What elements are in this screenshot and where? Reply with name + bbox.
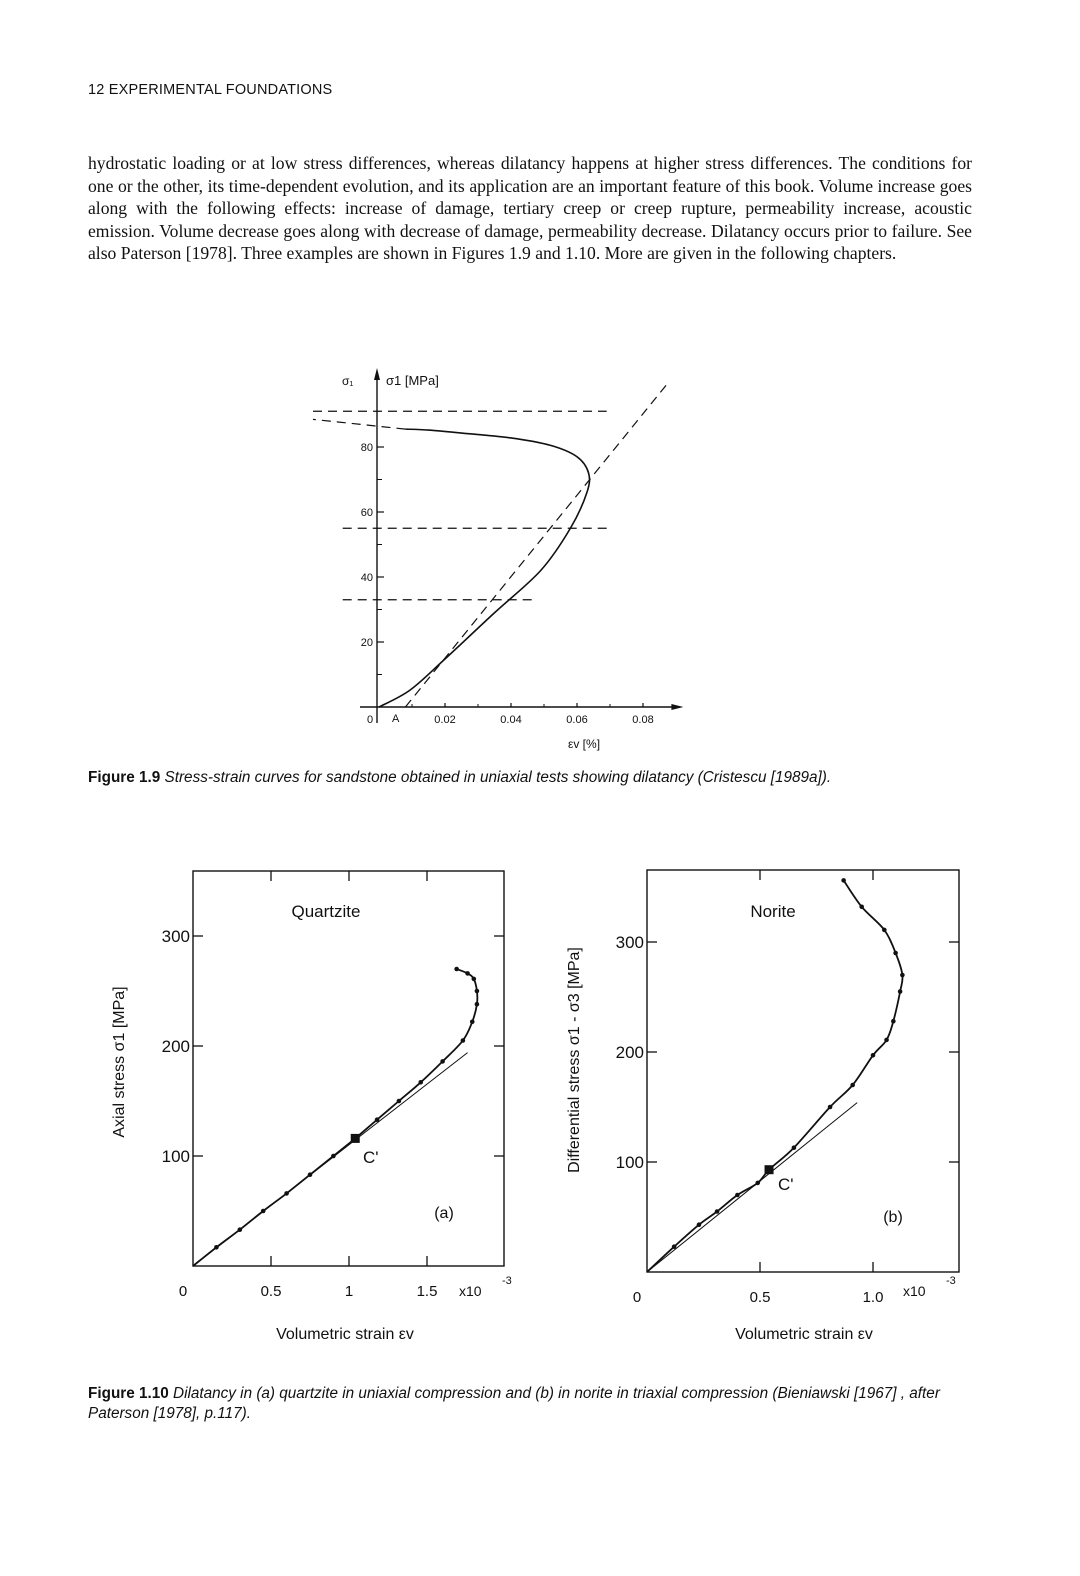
f19-ylabel: σ1 [MPa] [386, 373, 439, 388]
f19-series-linear-reference [405, 385, 666, 707]
fb-data-point [715, 1209, 720, 1214]
fa-title: Quartzite [291, 902, 361, 921]
fa-y-tick-label: 200 [161, 1037, 190, 1056]
fb-c-prime-marker [765, 1165, 774, 1174]
fa-x-tick-label: 1 [344, 1283, 354, 1300]
fb-panel-label: (b) [883, 1209, 903, 1226]
figure-1-10a-chart [111, 871, 512, 1343]
f19-x-tick-label: 0.08 [632, 714, 654, 726]
fb-x-tick-label: 1.0 [862, 1289, 884, 1306]
fb-data-point [871, 1053, 876, 1058]
fb-y-tick-label: 100 [615, 1153, 644, 1172]
fb-multiplier: x10 [903, 1283, 926, 1299]
fa-multiplier: x10 [459, 1283, 482, 1299]
fa-data-point [440, 1059, 445, 1064]
f19-series-stress-strain-curve [379, 429, 590, 707]
fa-data-point [472, 977, 477, 982]
running-header: 12 EXPERIMENTAL FOUNDATIONS [88, 82, 333, 98]
fb-multiplier-exp: -3 [946, 1275, 956, 1287]
fb-data-point [850, 1083, 855, 1088]
figure-1-10b-chart [566, 870, 959, 1343]
f19-y-tick-label: 40 [360, 572, 373, 584]
f19-sigma-symbol: σ₁ [342, 374, 354, 388]
fb-series-data [647, 880, 903, 1272]
fb-frame [647, 870, 959, 1272]
fa-data-point [418, 1080, 423, 1085]
f19-x-tick-label: 0.06 [566, 714, 588, 726]
figure-1-10-caption [88, 1384, 978, 1423]
fb-data-point [898, 989, 903, 994]
fig110-caption-text: Dilatancy in (a) quartzite in uniaxial compression and (b) in norite in triaxial compression (Bieniawski [1967] , after Paterson [1978], p.117). [88, 1385, 940, 1422]
f19-series-curve-extension [313, 419, 405, 429]
fb-series-tangent [647, 1103, 857, 1272]
f19-y-tick-label: 20 [360, 637, 373, 649]
fa-y-tick-label: 300 [161, 927, 190, 946]
fa-x-tick-label: 0 [178, 1283, 188, 1300]
f19-y-arrow [374, 368, 380, 380]
f19-xlabel: εv [%] [568, 737, 601, 751]
fb-data-point [859, 905, 864, 910]
fa-x-tick-label: 0.5 [260, 1283, 282, 1300]
fa-ylabel: Axial stress σ1 [MPa] [111, 986, 128, 1138]
fb-point-label: C' [778, 1175, 794, 1194]
fb-data-point [841, 878, 846, 883]
f19-y-tick-label: 80 [360, 442, 373, 454]
fig110-caption-label: Figure 1.10 [88, 1385, 169, 1402]
fa-multiplier-exp: -3 [502, 1275, 512, 1287]
fb-title: Norite [750, 902, 796, 921]
fa-data-point [470, 1020, 475, 1025]
fa-point-label: C' [363, 1148, 379, 1167]
fb-data-point [735, 1193, 740, 1198]
fb-xlabel: Volumetric strain εv [735, 1326, 873, 1343]
fb-y-tick-label: 200 [615, 1043, 644, 1062]
fb-ylabel: Differential stress σ1 - σ3 [MPa] [566, 947, 583, 1173]
fb-data-point [884, 1038, 889, 1043]
fb-x-tick-label: 0.5 [749, 1289, 771, 1306]
fa-data-point [461, 1038, 466, 1043]
f19-x-tick-label: 0.02 [434, 714, 456, 726]
fa-data-point [397, 1099, 402, 1104]
fb-data-point [828, 1105, 833, 1110]
fb-data-point [900, 973, 905, 978]
figure-1-9-chart [313, 368, 683, 751]
fb-y-tick-label: 300 [615, 933, 644, 952]
fb-data-point [891, 1019, 896, 1024]
fa-xlabel: Volumetric strain εv [276, 1326, 414, 1343]
f19-x-arrow [671, 704, 683, 710]
fig19-caption-text: Stress-strain curves for sandstone obtained in uniaxial tests showing dilatancy (Cristescu [1989a]). [164, 769, 832, 786]
fb-data-point [697, 1222, 702, 1227]
figure-1-9-caption [88, 768, 978, 788]
fa-data-point [465, 971, 470, 976]
fb-data-point [882, 928, 887, 933]
fb-data-point [893, 951, 898, 956]
f19-annotation-A: A [392, 713, 400, 725]
fa-frame [193, 871, 504, 1266]
fa-panel-label: (a) [434, 1205, 454, 1222]
fa-data-point [475, 989, 480, 994]
paragraph-text: hydrostatic loading or at low stress differences, whereas dilatancy happens at higher stress differences. The conditions for one or the other, its time-dependent evolution, and its application are an important feature of this book. Volume increase goes along with the following effects: increase of damage, tertiary creep or creep rupture, permeability increase, acoustic emission. Volume decrease goes along with decrease of damage, permeability decrease. Dilatancy occurs prior to failure. See also Paterson [1978]. Three examples are shown in Figures 1.9 and 1.10. More are given in the following chapters. [88, 153, 972, 264]
fa-data-point [475, 1002, 480, 1007]
fa-y-tick-label: 100 [161, 1147, 190, 1166]
f19-y-tick-label: 60 [360, 507, 373, 519]
fa-x-tick-label: 1.5 [416, 1283, 438, 1300]
f19-x-tick-label: 0.04 [500, 714, 522, 726]
fb-x-tick-label: 0 [632, 1289, 642, 1306]
fa-c-prime-marker [351, 1134, 360, 1143]
fb-data-point [792, 1145, 797, 1150]
fig19-caption-label: Figure 1.9 [88, 769, 161, 786]
fa-data-point [454, 967, 459, 972]
f19-x-tick-label: 0 [366, 714, 374, 726]
fa-series-tangent [193, 1053, 468, 1266]
